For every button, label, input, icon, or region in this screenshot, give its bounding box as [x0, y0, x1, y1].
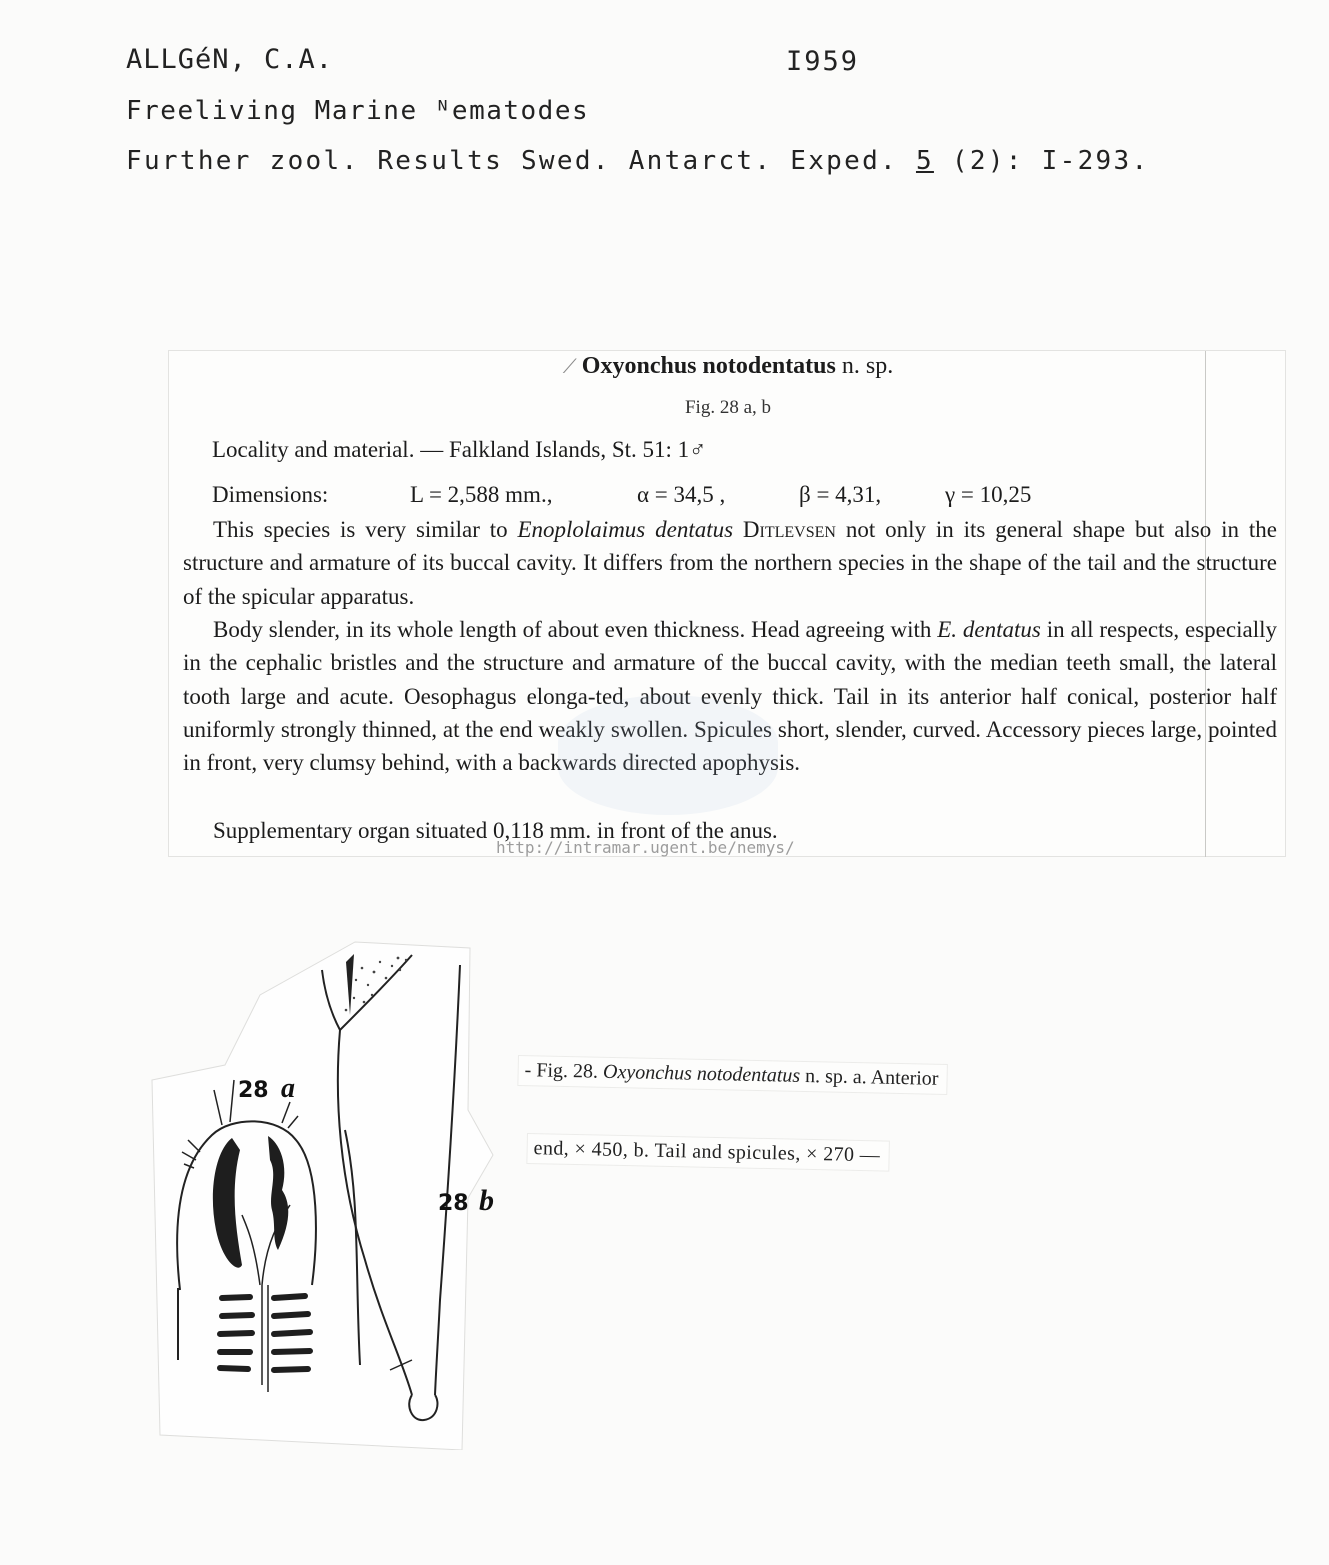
- figure-caption-line-2: end, × 450, b. Tail and spicules, × 270 —: [526, 1133, 889, 1172]
- locality-line: Locality and material. — Falkland Islands, St. 51: 1♂: [212, 437, 707, 462]
- source-url: http://intramar.ugent.be/nemys/: [496, 838, 795, 857]
- label-28b-letter: b: [479, 1184, 494, 1217]
- text-run: n. sp. a. Anterior: [799, 1064, 939, 1090]
- label-28a-number: 28: [238, 1078, 269, 1103]
- dimension-L: L = 2,588 mm.,: [410, 482, 553, 507]
- species-title: [169, 353, 1287, 380]
- work-title: Freeliving Marine ᴺematodes: [126, 96, 590, 126]
- text-run: - Fig. 28.: [524, 1059, 604, 1083]
- species-reference: Enoplolaimus dentatus: [517, 517, 734, 542]
- citation-pages: (2): I-293.: [951, 146, 1150, 176]
- dimensions-label: Dimensions:: [212, 482, 329, 507]
- text-run: This species is very similar to: [213, 517, 518, 542]
- dimension-gamma: γ = 10,25: [945, 482, 1032, 507]
- dimension-beta: β = 4,31,: [799, 482, 882, 507]
- text-run: not only in its general shape but also in the structure and armature of its buccal cavity. It differs from the northern species in the shape of the tail and the structure of the spicular apparatus.: [183, 517, 1277, 609]
- species-name: Oxyonchus notodentatus: [581, 353, 836, 379]
- author-line: ALLGéN, C.A.: [126, 44, 334, 75]
- year: I959: [786, 46, 860, 77]
- text-run: in all respects, especially in the cephalic bristles and the structure and armature of the buccal cavity, with the median teeth small, the lateral tooth large and acute. Oesophagus elonga-ted, about evenly thick. Tail in its anterior half conical, posterior half uniformly strongly thinned, at the end weakly swollen. Spicules short, slender, curved. Accessory pieces large, pointed in front, very clumsy behind, with a backwards directed apophysis.: [183, 617, 1277, 776]
- paragraph-supplementary: Supplementary organ situated 0,118 mm. in front of the anus.: [213, 818, 778, 843]
- label-28a-letter: a: [281, 1073, 295, 1104]
- text-run: Body slender, in its whole length of about even thickness. Head agreeing with: [213, 617, 938, 642]
- figure-drawing: [150, 940, 520, 1450]
- dimension-alpha: α = 34,5 ,: [637, 482, 726, 507]
- paragraph-comparison: [183, 513, 1277, 613]
- citation-volume: 5: [915, 146, 934, 176]
- figure-caption-line-1: [517, 1055, 947, 1095]
- species-status: n. sp.: [841, 353, 894, 379]
- watermark-logo: [558, 695, 778, 815]
- figure-reference: Fig. 28 a, b: [684, 397, 772, 418]
- species-reference: Oxyonchus notodentatus: [602, 1060, 801, 1087]
- author-name: Ditlevsen: [733, 517, 836, 542]
- species-reference: E. dentatus: [937, 617, 1041, 642]
- label-28b-number: 28: [438, 1191, 469, 1216]
- citation-journal: Further zool. Results Swed. Antarct. Exped.: [126, 146, 898, 176]
- check-mark-icon: ⟋: [562, 356, 582, 378]
- citation: [126, 146, 1149, 176]
